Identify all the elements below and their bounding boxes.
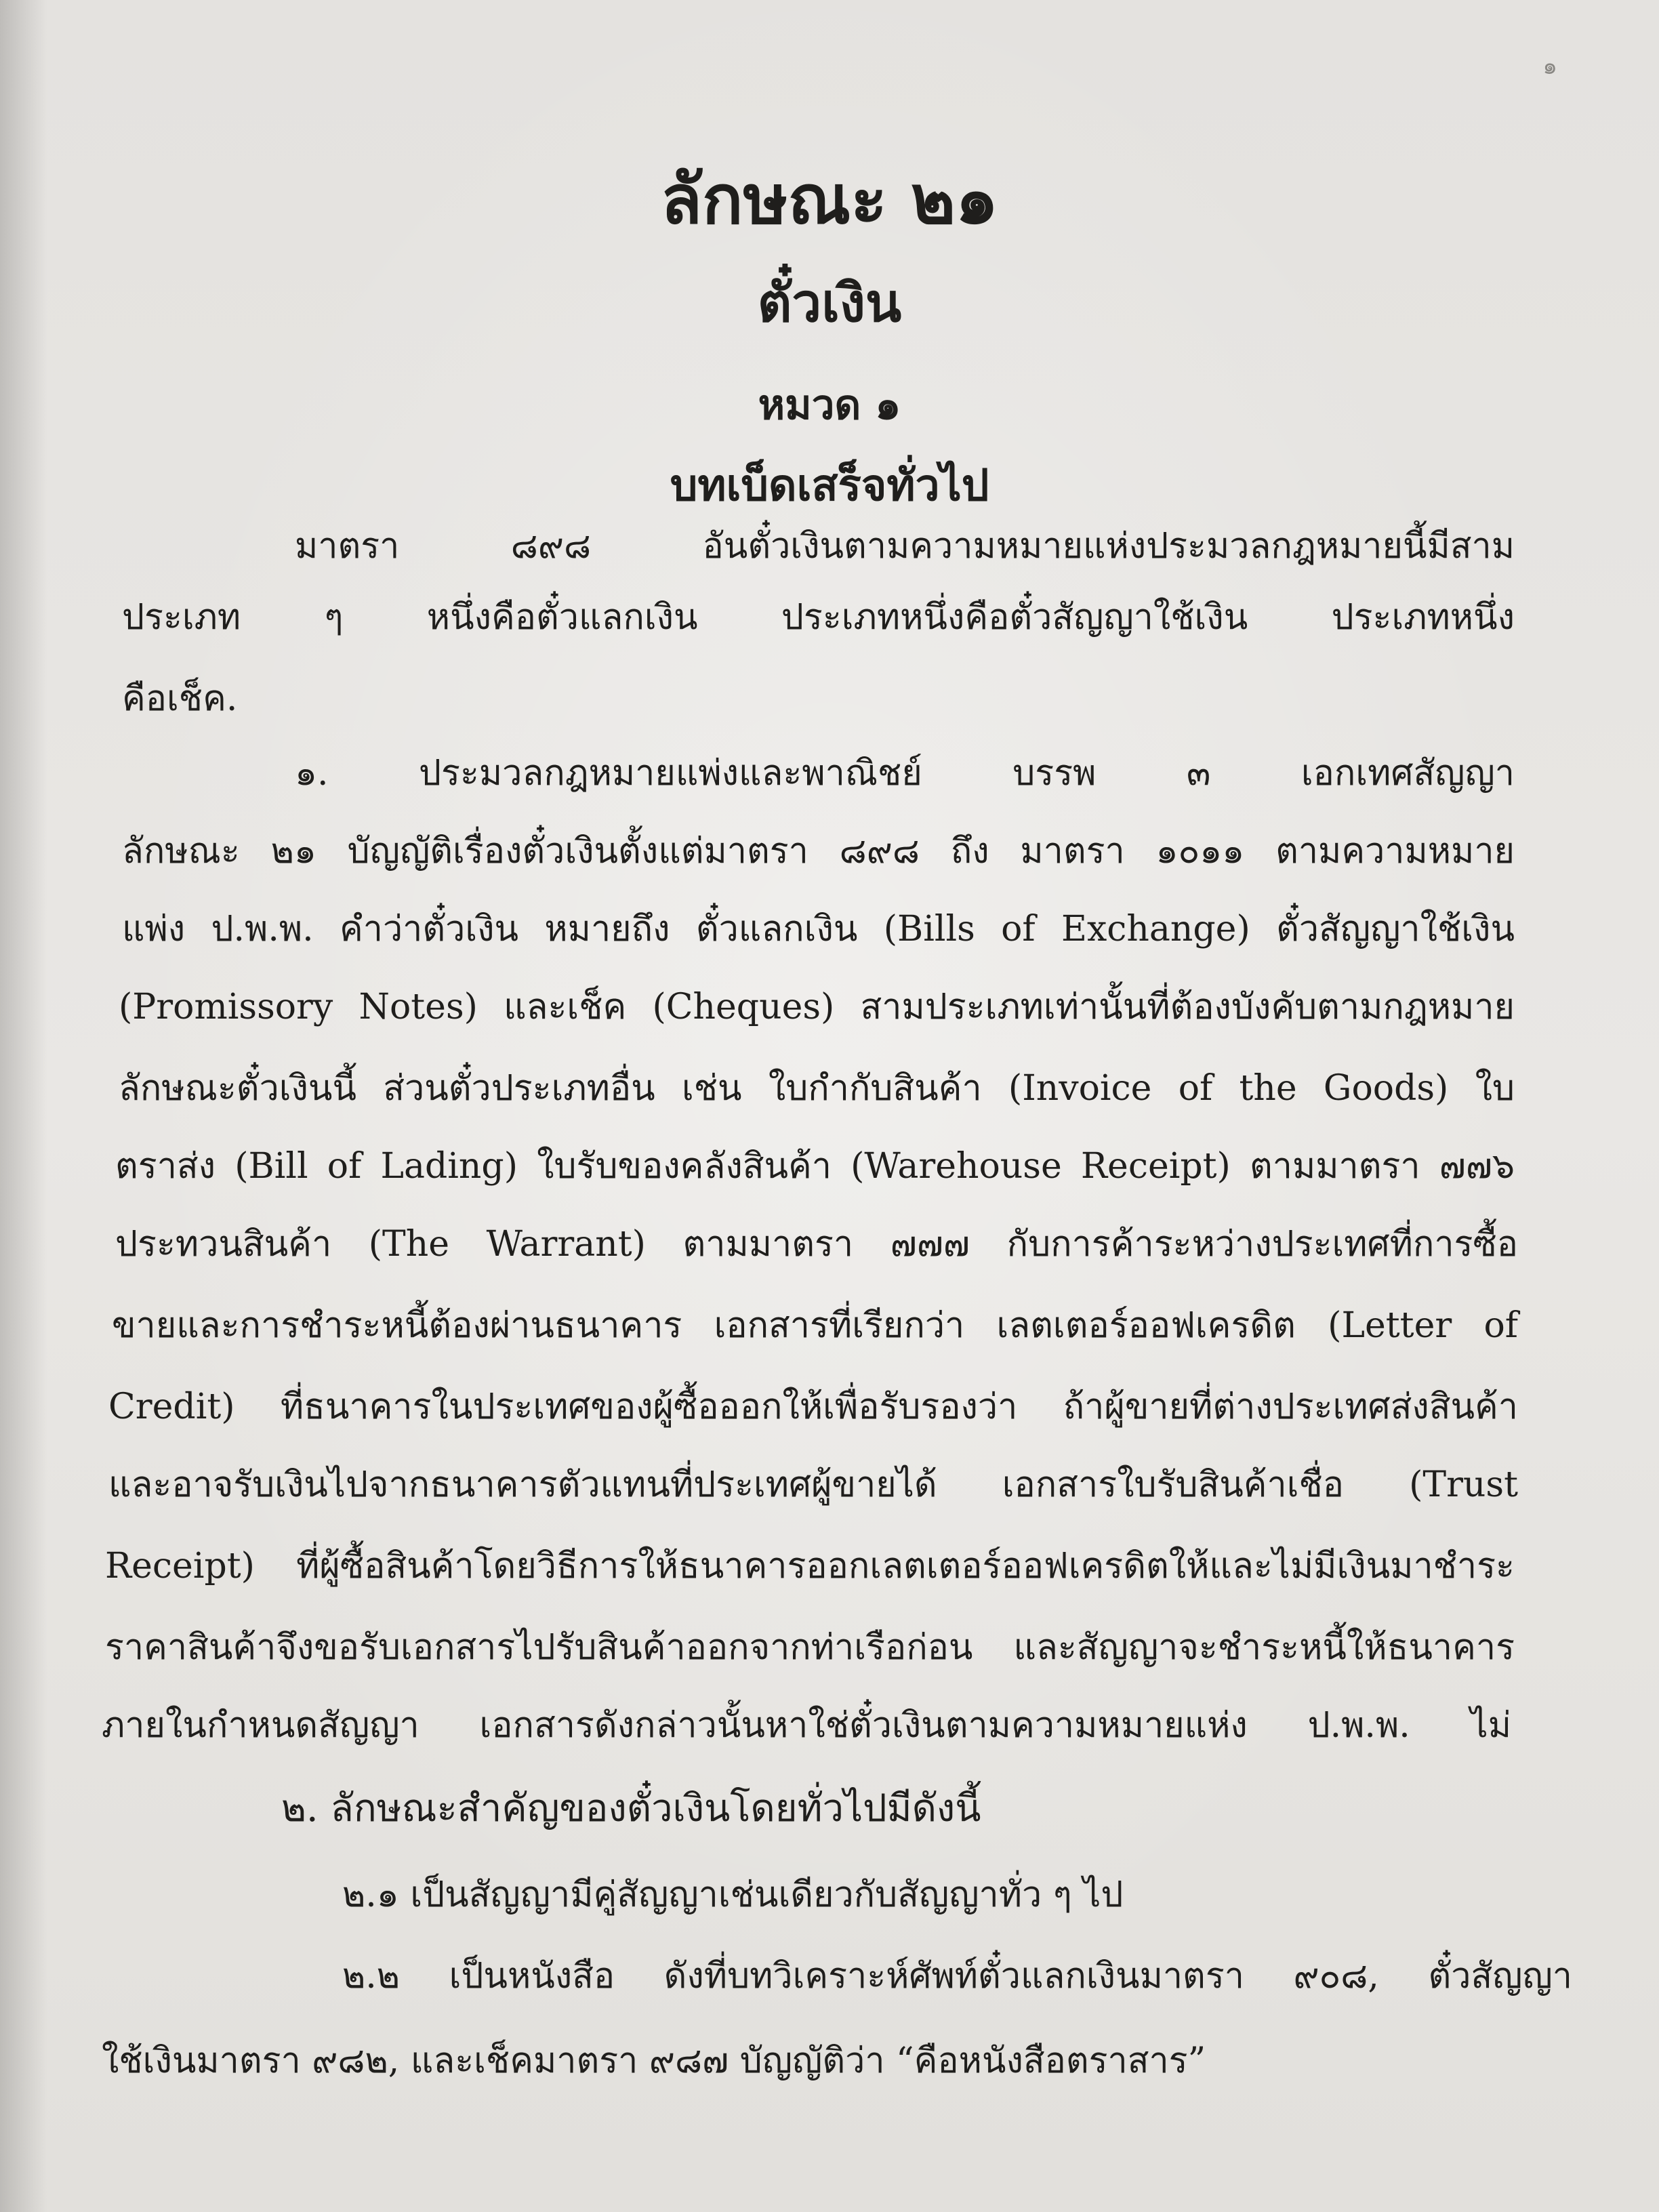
chapter-heading: หมวด ๑ [758, 382, 901, 429]
paragraph-1-line-12: ราคาสินค้าจึงขอรับเอกสารไปรับสินค้าออกจากท่าเรือก่อน และสัญญาจะชำระหนี้ให้ธนาคาร [105, 1627, 1515, 1668]
section-898-line-3: คือเช็ค. [122, 678, 238, 719]
subtitle: ตั๋วเงิน [757, 272, 902, 334]
paragraph-2-heading: ๒. ลักษณะสำคัญของตั๋วเงินโดยทั่วไปมีดังนี้ [281, 1786, 981, 1830]
item-2-2-line-1: ๒.๒ เป็นหนังสือ ดังที่บทวิเคราะห์ศัพท์ตั๋วแลกเงินมาตรา ๙๐๘, ตั๋วสัญญา [342, 1956, 1572, 1996]
paragraph-1-line-3: แพ่ง ป.พ.พ. คำว่าตั๋วเงิน หมายถึง ตั๋วแลกเงิน (Bills of Exchange) ตั๋วสัญญาใช้เงิน [122, 909, 1515, 949]
paragraph-1-line-2: ลักษณะ ๒๑ บัญญัติเรื่องตั๋วเงินตั้งแต่มาตรา ๘๙๘ ถึง มาตรา ๑๐๑๑ ตามความหมาย [122, 831, 1515, 872]
paragraph-1-line-1: ๑. ประมวลกฎหมายแพ่งและพาณิชย์ บรรพ ๓ เอกเทศสัญญา [295, 753, 1515, 794]
paragraph-1-line-11: Receipt) ที่ผู้ซื้อสินค้าโดยวิธีการให้ธนาคารออกเลตเตอร์ออฟเครดิตให้และไม่มีเงินมาชำระ [105, 1546, 1515, 1586]
paragraph-1-line-5: ลักษณะตั๋วเงินนี้ ส่วนตั๋วประเภทอื่น เช่น ใบกำกับสินค้า (Invoice of the Goods) ใบ [119, 1068, 1515, 1109]
item-2-2-line-2: ใช้เงินมาตรา ๙๘๒, และเช็คมาตรา ๙๘๗ บัญญัติว่า “คือหนังสือตราสาร” [102, 2041, 1206, 2081]
paragraph-1-line-4: (Promissory Notes) และเช็ค (Cheques) สามประเภทเท่านั้นที่ต้องบังคับตามกฎหมาย [119, 987, 1515, 1027]
paragraph-1-line-13: ภายในกำหนดสัญญา เอกสารดังกล่าวนั้นหาใช่ตั๋วเงินตามความหมายแห่ง ป.พ.พ. ไม่ [102, 1705, 1511, 1746]
paragraph-1-line-10: และอาจรับเงินไปจากธนาคารตัวแทนที่ประเทศผู้ขายได้ เอกสารใบรับสินค้าเชื่อ (Trust [108, 1465, 1518, 1505]
paragraph-1-line-6: ตราส่ง (Bill of Lading) ใบรับของคลังสินค้า (Warehouse Receipt) ตามมาตรา ๗๗๖ [115, 1146, 1515, 1187]
section-898-line-1: มาตรา ๘๙๘ อันตั๋วเงินตามความหมายแห่งประมวลกฎหมายนี้มีสาม [295, 526, 1515, 567]
title: ลักษณะ ๒๑ [660, 159, 999, 239]
paragraph-1-line-8: ขายและการชำระหนี้ต้องผ่านธนาคาร เอกสารที่เรียกว่า เลตเตอร์ออฟเครดิต (Letter of [112, 1305, 1518, 1346]
section-898-line-2: ประเภท ๆ หนึ่งคือตั๋วแลกเงิน ประเภทหนึ่งคือตั๋วสัญญาใช้เงิน ประเภทหนึ่ง [122, 597, 1515, 638]
item-2-1: ๒.๑ เป็นสัญญามีคู่สัญญาเช่นเดียวกับสัญญาทั่ว ๆ ไป [342, 1875, 1124, 1915]
chapter-title: บทเบ็ดเสร็จทั่วไป [670, 460, 989, 511]
paragraph-1-line-7: ประทวนสินค้า (The Warrant) ตามมาตรา ๗๗๗ กับการค้าระหว่างประเทศที่การซื้อ [115, 1224, 1518, 1265]
paragraph-1-line-9: Credit) ที่ธนาคารในประเทศของผู้ซื้อออกให้เพื่อรับรองว่า ถ้าผู้ขายที่ต่างประเทศส่งสินค้า [108, 1387, 1518, 1427]
page-number: ๑ [1542, 53, 1557, 80]
